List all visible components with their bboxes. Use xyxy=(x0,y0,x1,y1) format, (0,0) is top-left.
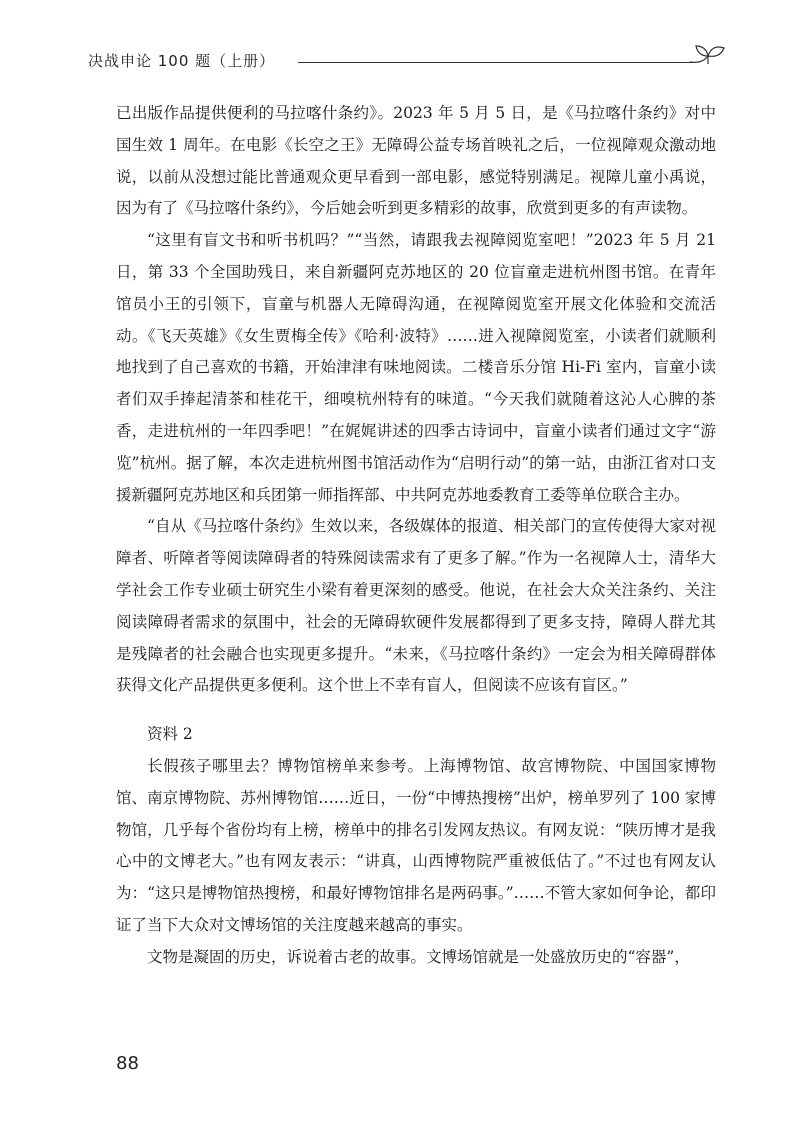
book-title: 决战申论 100 题（上册） xyxy=(88,52,276,70)
header-rule xyxy=(298,62,693,63)
body-text xyxy=(116,98,716,974)
sprout-icon xyxy=(688,42,728,74)
page-number: 88 xyxy=(116,1053,139,1074)
running-header xyxy=(88,42,728,82)
section-gap xyxy=(116,702,716,719)
section-heading: 资料 2 xyxy=(147,725,193,744)
paragraph: 已出版作品提供便利的马拉喀什条约》。2023 年 5 月 5 日，是《马拉喀什条约》对中国生效 1 周年。在电影《长空之王》无障碍公益专场首映礼之后，一位视障观众激动地说，以前从没想过能比普通观众更早看到一部电影，感觉特别满足。视障儿童小禹说，因为有了《马拉喀什条约》，今后她会听到更多精彩的故事，欣赏到更多的有声读物。 xyxy=(116,104,716,218)
paragraph: “这里有盲文书和听书机吗？”“当然，请跟我去视障阅览室吧！”2023 年 5 月 21 日，第 33 个全国助残日，来自新疆阿克苏地区的 20 位盲童走进杭州图书馆。在青年馆员小王的引领下，盲童与机器人无障碍沟通，在视障阅览室开展文化体验和交流活动。《飞天英雄》《女生贾梅全传》《哈利·波特》……进入视障阅览室，小读者们就顺利地找到了自己喜欢的书籍，开始津津有味地阅读。二楼音乐分馆 Hi-Fi 室内，盲童小读者们双手捧起清茶和桂花干，细嗅杭州特有的味道。“今天我们就随着这沁人心脾的茶香，走进杭州的一年四季吧！”在娓娓讲述的四季古诗词中，盲童小读者们通过文字“游览”杭州。据了解，本次走进杭州图书馆活动作为“启明行动”的第一站，由浙江省对口支援新疆阿克苏地区和兵团第一师指挥部、中共阿克苏地委教育工委等单位联合主办。 xyxy=(116,231,716,504)
paragraph: 长假孩子哪里去？博物馆榜单来参考。上海博物馆、故宫博物院、中国国家博物馆、南京博物院、苏州博物馆……近日，一份“中博热搜榜”出炉，榜单罗列了 100 家博物馆，几乎每个省份均有上榜，榜单中的排名引发网友热议。有网友说：“陕历博才是我心中的文博老大。”也有网友表示：“讲真，山西博物院严重被低估了。”不过也有网友认为：“这只是博物馆热搜榜，和最好博物馆排名是两码事。”……不管大家如何争论，都印证了当下大众对文博场馆的关注度越来越高的事实。 xyxy=(116,756,716,934)
paragraph: 文物是凝固的历史，诉说着古老的故事。文博场馆就是一处盛放历史的“容器”， xyxy=(147,947,690,966)
paragraph: “自从《马拉喀什条约》生效以来，各级媒体的报道、相关部门的宣传使得大家对视障者、听障者等阅读障碍者的特殊阅读需求有了更多了解。”作为一名视障人士，清华大学社会工作专业硕士研究生小梁有着更深刻的感受。他说，在社会大众关注条约、关注阅读障碍者需求的氛围中，社会的无障碍软硬件发展都得到了更多支持，障碍人群尤其是残障者的社会融合也实现更多提升。“未来，《马拉喀什条约》一定会为相关障碍群体获得文化产品提供更多便利。这个世上不幸有盲人，但阅读不应该有盲区。” xyxy=(116,517,716,695)
